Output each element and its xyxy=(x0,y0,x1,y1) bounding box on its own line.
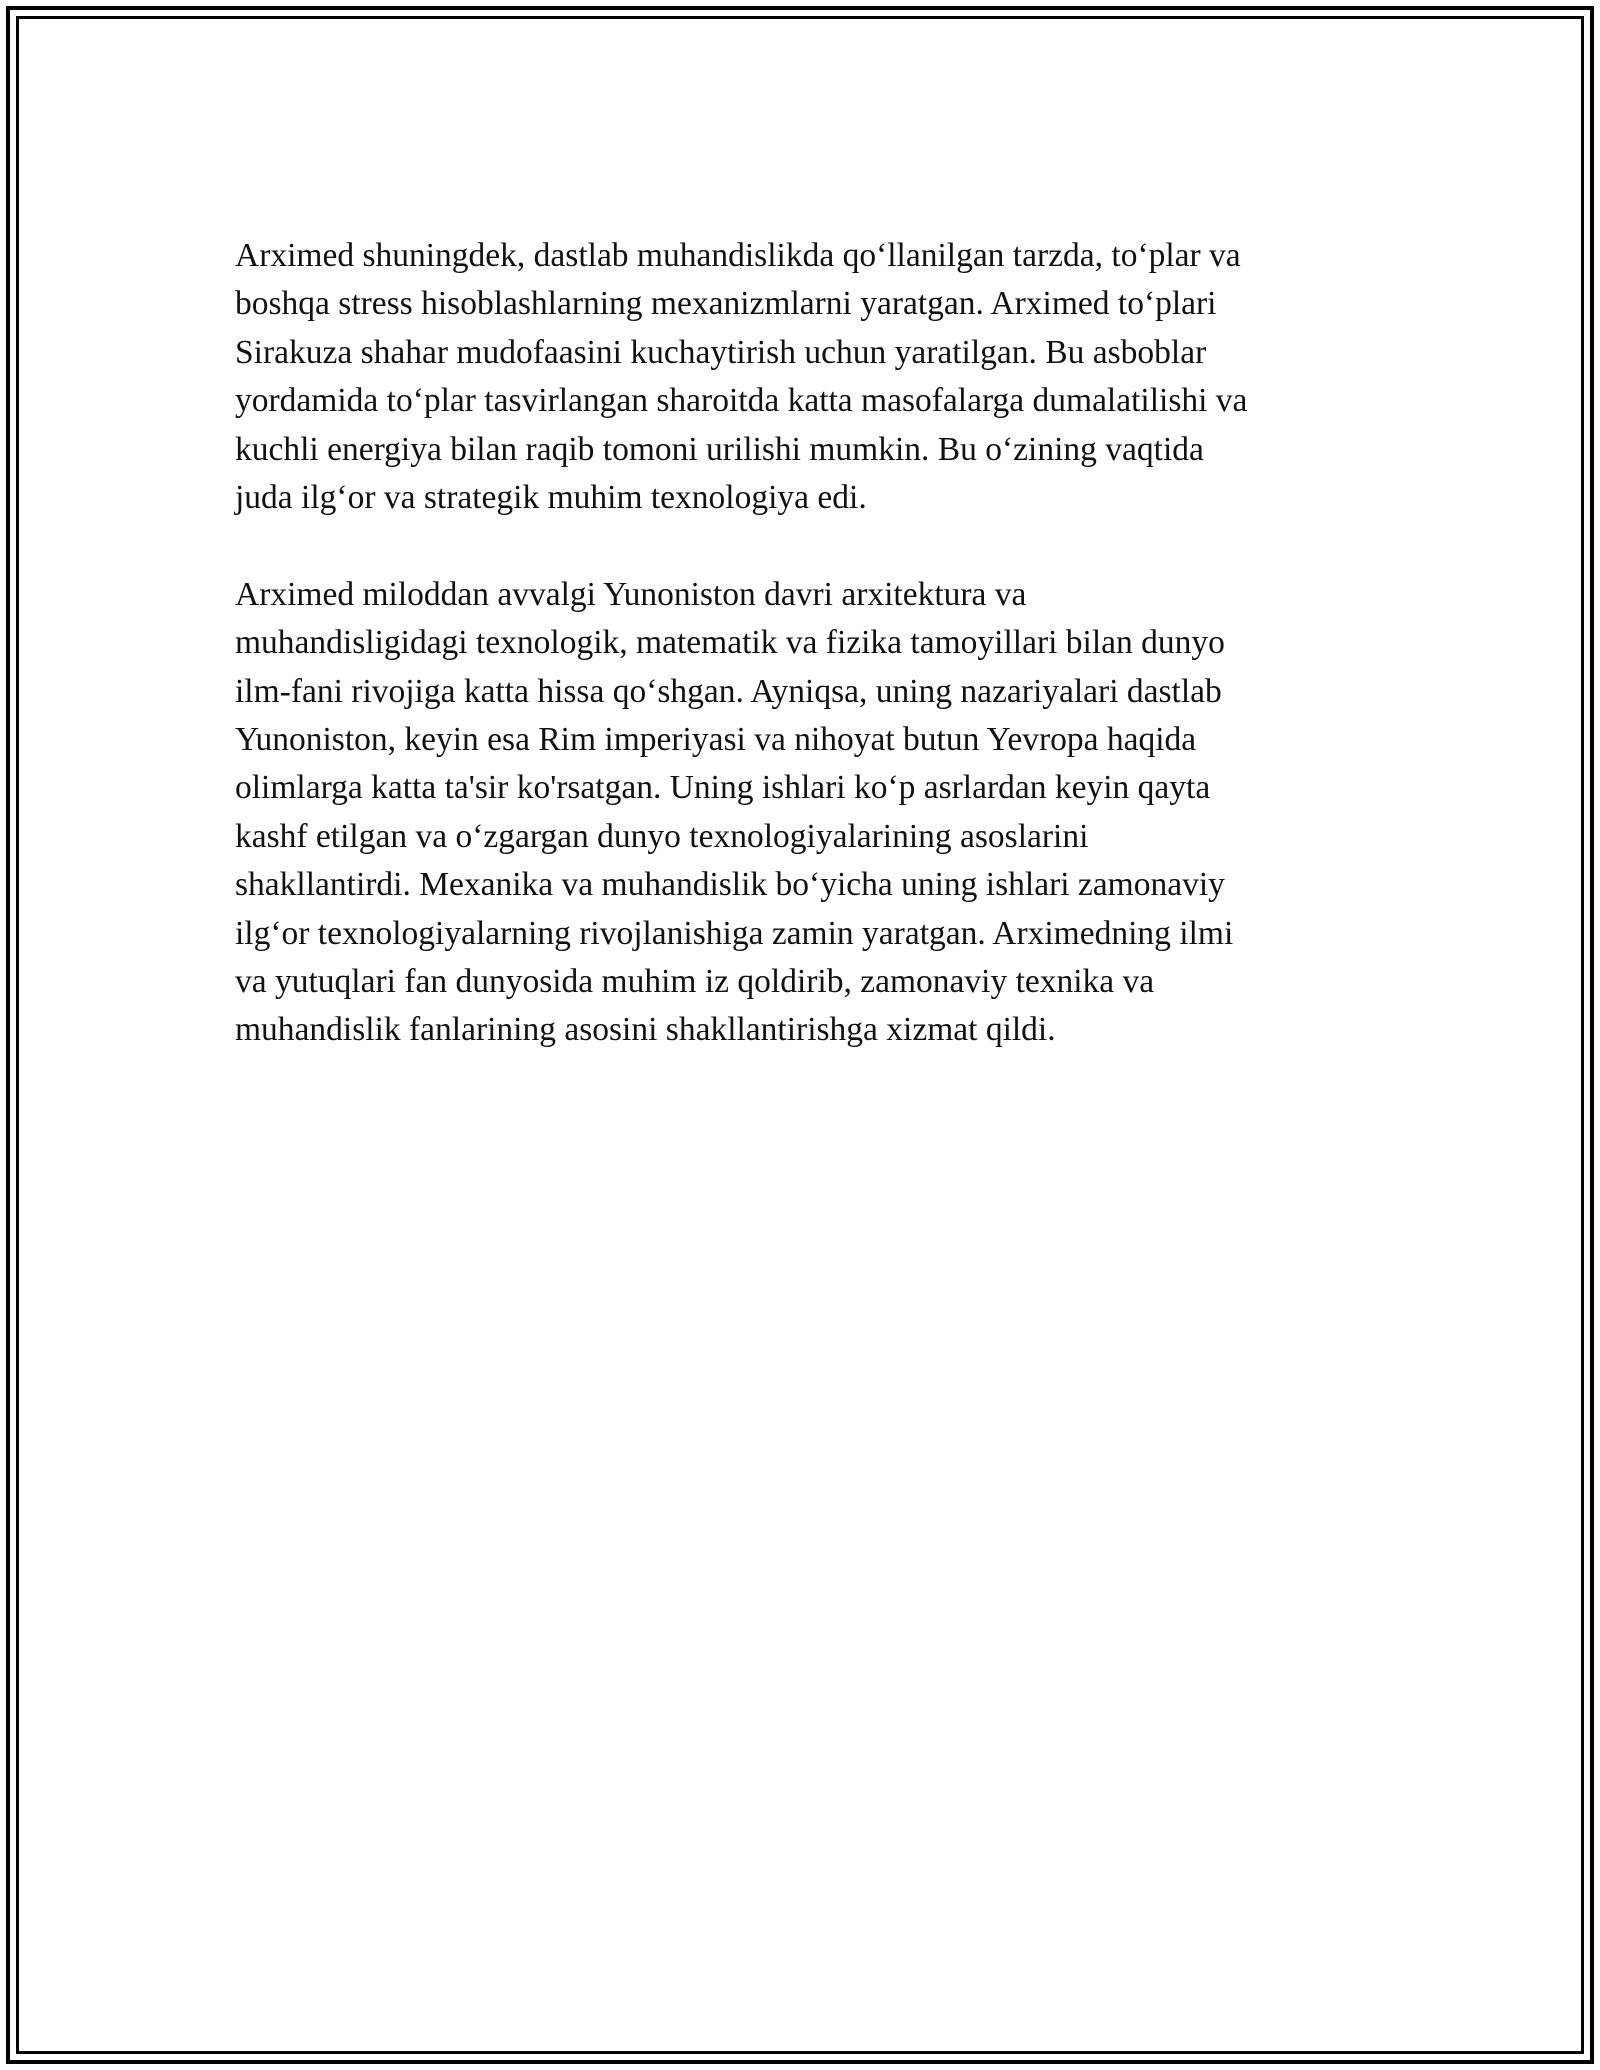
text-line: va yutuqlari fan dunyosida muhim iz qoldirib, zamonaviy texnika va xyxy=(235,963,1155,1001)
text-line: kuchli energiya bilan raqib tomoni urilishi mumkin. Bu o‘zining vaqtida xyxy=(235,430,1204,468)
text-line: yordamida to‘plar tasvirlangan sharoitda katta masofalarga dumalatilishi va xyxy=(235,382,1248,420)
text-line: Arximed shuningdek, dastlab muhandislikda qo‘llanilgan tarzda, to‘plar va xyxy=(235,237,1241,274)
text-line: olimlarga katta ta'sir ko'rsatgan. Uning ishlari ko‘p asrlardan keyin qayta xyxy=(235,769,1211,807)
document-body xyxy=(235,232,1365,1103)
text-line: Arximed miloddan avvalgi Yunoniston davri arxitektura va xyxy=(235,575,1027,613)
text-line: muhandislik fanlarining asosini shakllantirishga xizmat qildi. xyxy=(235,1011,1056,1049)
paragraph-1 xyxy=(235,232,1365,522)
text-line: boshqa stress hisoblashlarning mexanizmlarni yaratgan. Arximed to‘plari xyxy=(235,285,1217,323)
text-line: shakllantirdi. Mexanika va muhandislik bo‘yicha uning ishlari zamonaviy xyxy=(235,866,1225,904)
text-line: juda ilg‘or va strategik muhim texnologiya edi. xyxy=(235,479,867,517)
text-line: muhandisligidagi texnologik, matematik va fizika tamoyillari bilan dunyo xyxy=(235,624,1225,662)
text-line: Sirakuza shahar mudofaasini kuchaytirish uchun yaratilgan. Bu asboblar xyxy=(235,333,1207,371)
text-line: ilm-fani rivojiga katta hissa qo‘shgan. Ayniqsa, uning nazariyalari dastlab xyxy=(235,672,1222,710)
text-line: Yunoniston, keyin esa Rim imperiyasi va nihoyat butun Yevropa haqida xyxy=(235,721,1197,759)
text-line: ilg‘or texnologiyalarning rivojlanishiga zamin yaratgan. Arximedning ilmi xyxy=(235,914,1234,952)
text-line: kashf etilgan va o‘zgargan dunyo texnologiyalarining asoslarini xyxy=(235,817,1089,855)
paragraph-2 xyxy=(235,571,1365,1055)
